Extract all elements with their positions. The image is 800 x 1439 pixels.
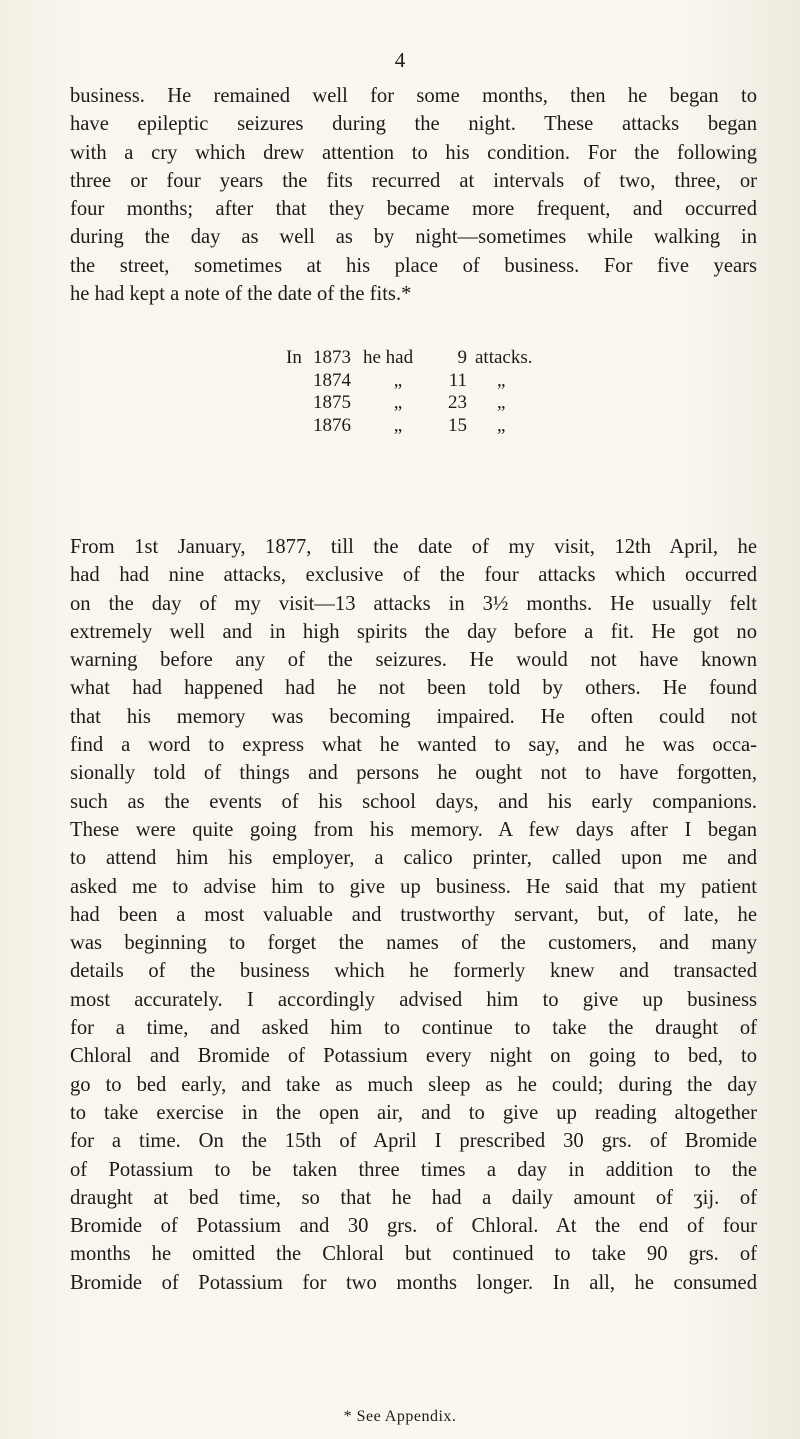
attack-count-table <box>286 347 533 437</box>
text-line: months he omitted the Chloral but continued to take 90 grs. of <box>70 1243 757 1266</box>
text-line: From 1st January, 1877, till the date of my visit, 12th April, he <box>70 536 757 558</box>
text-line: had been a most valuable and trustworthy servant, but, of late, he <box>70 903 757 926</box>
text-line: extremely well and in high spirits the day before a fit. He got no <box>70 620 757 643</box>
text-line: such as the events of his school days, and his early companions. <box>70 790 757 813</box>
text-line: four months; after that they became more frequent, and occurred <box>70 198 757 221</box>
text-line: to attend him his employer, a calico printer, called upon me and <box>70 847 757 870</box>
row-prefix <box>286 370 313 393</box>
row-ditto-mark: „ <box>393 369 403 391</box>
text-line: Bromide of Potassium for two months longer. In all, he consumed <box>70 1271 757 1294</box>
text-line: warning before any of the seizures. He would not have known <box>70 649 757 672</box>
text-line: Chloral and Bromide of Potassium every night on going to bed, to <box>70 1045 757 1068</box>
text-line: was beginning to forget the names of the customers, and many <box>70 932 757 955</box>
row-year: 1875 <box>313 392 351 413</box>
row-count: 15 <box>448 414 467 436</box>
text-line: draught at bed time, so that he had a daily amount of ʒij. of <box>70 1186 757 1209</box>
text-line: These were quite going from his memory. A few days after I began <box>70 818 757 841</box>
footnote: * See Appendix. <box>343 1408 457 1425</box>
text-line: for a time, and asked him to continue to take the draught of <box>70 1017 757 1040</box>
text-line: asked me to advise him to give up business. He said that my patient <box>70 875 757 898</box>
attack-row-1876 <box>286 415 533 438</box>
text-line: have epileptic seizures during the night. These attacks began <box>70 113 757 136</box>
text-line: Bromide of Potassium and 30 grs. of Chloral. At the end of four <box>70 1215 757 1238</box>
text-line: details of the business which he formerly knew and transacted <box>70 960 757 983</box>
row-year: 1873 <box>313 347 351 368</box>
row-he-had: he had <box>363 347 414 368</box>
text-line: for a time. On the 15th of April I prescribed 30 grs. of Bromide <box>70 1130 757 1153</box>
text-line: sionally told of things and persons he ought not to have forgotten, <box>70 762 757 785</box>
row-ditto-mark: „ <box>497 369 506 391</box>
paragraph-2 <box>70 533 757 1297</box>
text-line: he had kept a note of the date of the fits.* <box>70 283 412 306</box>
text-line: on the day of my visit—13 attacks in 3½ months. He usually felt <box>70 592 757 615</box>
page-number: 4 <box>394 48 406 72</box>
row-prefix <box>286 415 313 438</box>
text-line: during the day as well as by night—sometimes while walking in <box>70 226 757 249</box>
attack-row-1873 <box>286 347 533 370</box>
row-ditto-mark: „ <box>393 392 403 413</box>
text-line: three or four years the fits recurred at intervals of two, three, or <box>70 169 757 192</box>
text-line: the street, sometimes at his place of business. For five years <box>70 254 757 277</box>
row-ditto-mark: „ <box>393 414 403 436</box>
row-ditto-mark: „ <box>497 392 506 413</box>
row-year: 1876 <box>313 414 351 436</box>
text-line: go to bed early, and take as much sleep as he could; during the day <box>70 1073 757 1096</box>
text-line: business. He remained well for some months, then he began to <box>70 85 757 107</box>
attack-row-1874 <box>286 370 533 393</box>
paragraph-1 <box>70 82 757 308</box>
text-line: had had nine attacks, exclusive of the four attacks which occurred <box>70 564 757 587</box>
row-prefix: In <box>286 347 302 368</box>
text-line: that his memory was becoming impaired. He often could not <box>70 705 757 728</box>
row-word: attacks. <box>475 347 533 368</box>
attack-row-1875 <box>286 392 533 415</box>
text-line: what had happened had he not been told by others. He found <box>70 677 757 700</box>
row-count: 23 <box>448 392 467 413</box>
row-year: 1874 <box>313 369 351 391</box>
text-line: find a word to express what he wanted to say, and he was occa- <box>70 734 757 757</box>
row-ditto-mark: „ <box>497 414 506 436</box>
row-prefix <box>286 392 313 415</box>
text-line: with a cry which drew attention to his condition. For the following <box>70 141 757 164</box>
text-line: of Potassium to be taken three times a day in addition to the <box>70 1158 757 1181</box>
row-count: 9 <box>457 347 467 368</box>
text-line: most accurately. I accordingly advised him to give up business <box>70 988 757 1011</box>
row-count: 11 <box>448 369 467 391</box>
text-line: to take exercise in the open air, and to give up reading altogether <box>70 1101 757 1124</box>
